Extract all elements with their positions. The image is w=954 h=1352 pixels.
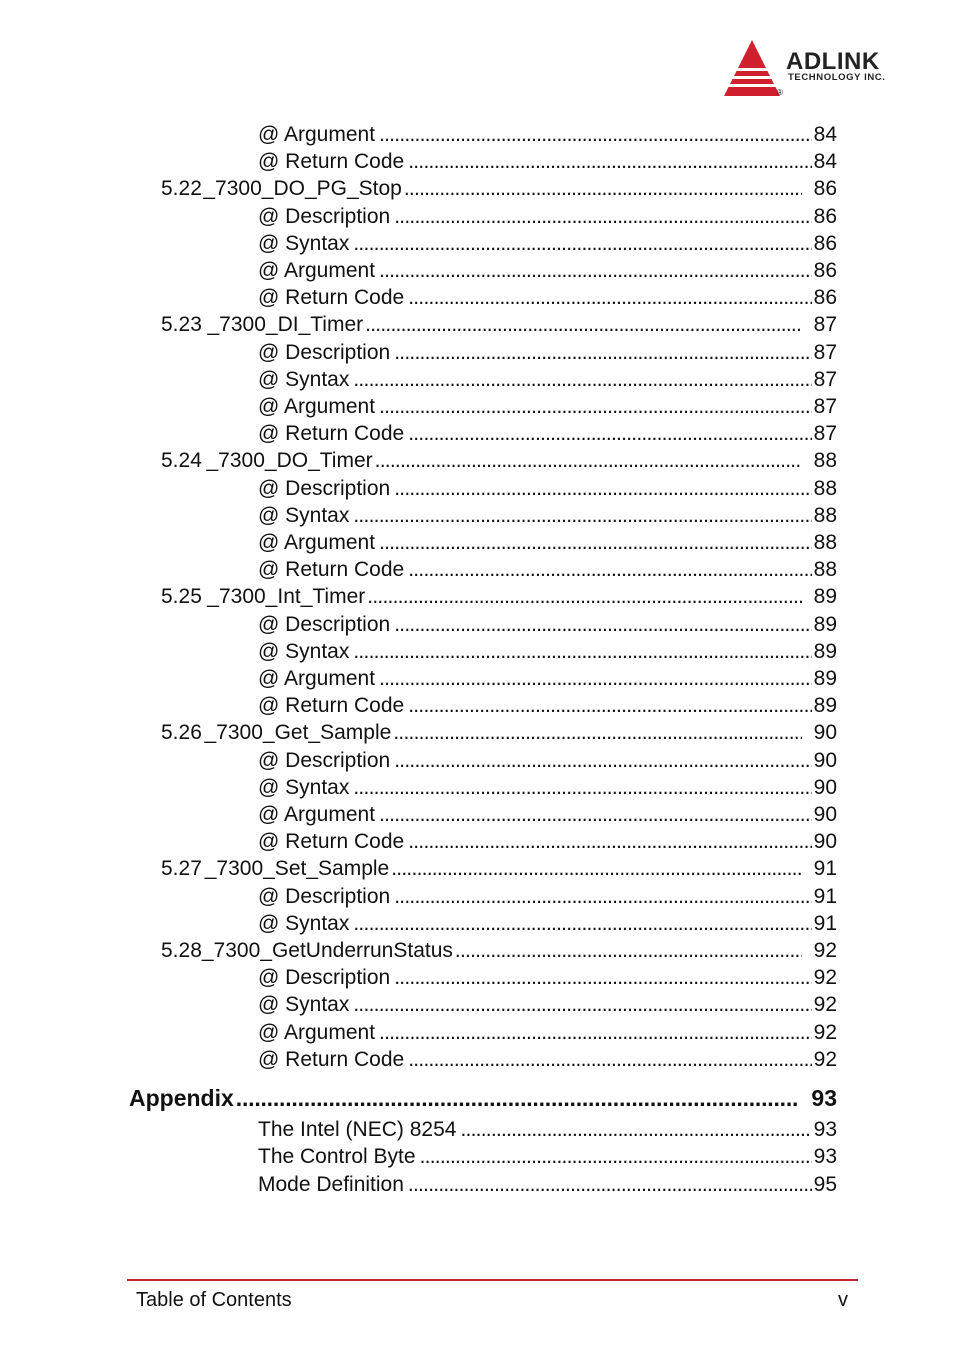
toc-entry-title: @ Description — [258, 476, 391, 500]
toc-page-number: 84 — [813, 150, 837, 174]
toc-subentry[interactable] — [258, 1171, 837, 1198]
toc-page-number: 88 — [813, 503, 837, 527]
dot-leader — [367, 583, 801, 610]
toc-subentry[interactable] — [258, 801, 837, 828]
footer-page-number: v — [838, 1289, 848, 1311]
toc-section-entry[interactable] — [161, 855, 837, 882]
toc-page-number: 93 — [813, 1118, 837, 1142]
toc-entry-title: @ Argument — [258, 259, 376, 282]
toc-subentry[interactable] — [258, 420, 837, 447]
dot-leader — [379, 665, 812, 692]
toc-page-number: 89 — [813, 612, 837, 636]
toc-page-number: 88 — [813, 476, 837, 500]
toc-subentry[interactable] — [258, 774, 837, 801]
toc-subentry[interactable] — [258, 692, 837, 719]
toc-entry-title: @ Syntax — [258, 503, 350, 527]
toc-section-entry[interactable] — [161, 937, 837, 964]
toc-subentry[interactable] — [258, 502, 837, 529]
toc-page-number: 86 — [813, 231, 837, 255]
toc-page-number: 87 — [813, 340, 837, 364]
toc-entry-title: _7300_DO_PG_Stop — [203, 177, 402, 201]
dot-leader — [408, 1046, 811, 1073]
dot-leader — [408, 284, 811, 311]
toc-page-number: 92 — [813, 939, 837, 962]
toc-entry-title: @ Argument — [258, 395, 376, 418]
dot-leader — [379, 529, 812, 556]
toc-subentry[interactable] — [258, 638, 837, 665]
toc-section-entry[interactable] — [161, 447, 837, 474]
adlink-logo — [722, 38, 912, 100]
dot-leader — [408, 692, 811, 719]
toc-subentry[interactable] — [258, 1019, 837, 1046]
dot-leader — [394, 339, 811, 366]
toc-subentry[interactable] — [258, 964, 837, 991]
toc-entry-title: @ Argument — [258, 123, 376, 146]
toc-subentry[interactable] — [258, 475, 837, 502]
toc-section-entry[interactable] — [161, 583, 837, 610]
toc-appendix-entry[interactable] — [129, 1085, 837, 1112]
toc-entry-title: @ Return Code — [258, 558, 405, 582]
toc-subentry[interactable] — [258, 203, 837, 230]
brand-tagline: TECHNOLOGY INC. — [788, 72, 886, 83]
toc-page-number: 90 — [813, 803, 837, 826]
toc-page-number: 84 — [813, 123, 837, 146]
toc-entry-title: @ Description — [258, 884, 391, 908]
dot-leader — [408, 1171, 812, 1198]
toc-entry-title: _7300_GetUnderrunStatus — [201, 939, 453, 962]
toc-entry-title: @ Syntax — [258, 639, 350, 663]
toc-entry-title: @ Syntax — [258, 993, 350, 1017]
dot-leader — [379, 121, 812, 148]
dot-leader — [420, 1143, 812, 1170]
dot-leader — [460, 1116, 811, 1143]
dot-leader — [379, 257, 812, 284]
dot-leader — [353, 230, 811, 257]
toc-entry-title: The Intel (NEC) 8254 — [258, 1118, 457, 1142]
toc-section-number: 5.23 — [161, 313, 202, 337]
toc-page-number: 86 — [813, 204, 837, 228]
toc-subentry[interactable] — [258, 121, 837, 148]
toc-page-number: 88 — [813, 449, 837, 473]
toc-subentry[interactable] — [258, 828, 837, 855]
dot-leader — [393, 719, 801, 746]
dot-leader — [408, 556, 811, 583]
dot-leader — [375, 447, 802, 474]
toc-entry-title: @ Syntax — [258, 911, 350, 935]
dot-leader — [379, 801, 812, 828]
toc-subentry[interactable] — [258, 910, 837, 937]
dot-leader — [379, 1019, 812, 1046]
toc-subentry[interactable] — [258, 148, 837, 175]
dot-leader — [408, 420, 811, 447]
toc-subentry[interactable] — [258, 339, 837, 366]
toc-section-number: 5.22 — [161, 177, 202, 201]
dot-leader — [391, 855, 801, 882]
toc-entry-title: @ Description — [258, 748, 391, 772]
toc-page-number: 95 — [813, 1172, 837, 1196]
dot-leader — [408, 148, 811, 175]
toc-subentry[interactable] — [258, 257, 837, 284]
adlink-triangle-icon — [722, 38, 782, 98]
toc-entry-title: @ Description — [258, 204, 391, 228]
dot-leader — [353, 910, 811, 937]
toc-subentry[interactable] — [258, 529, 837, 556]
toc-page-number: 88 — [813, 558, 837, 582]
toc-section-number: 5.24 — [161, 449, 202, 473]
toc-entry-title: @ Syntax — [258, 367, 350, 391]
toc-subentry[interactable] — [258, 665, 837, 692]
dot-leader — [394, 964, 811, 991]
toc-entry-title: @ Return Code — [258, 1047, 405, 1071]
toc-entry-title: _7300_DI_Timer — [207, 313, 364, 337]
toc-entry-title: @ Description — [258, 612, 391, 636]
toc-entry-title: @ Argument — [258, 531, 376, 554]
toc-entry-title: Mode Definition — [258, 1172, 404, 1196]
dot-leader — [353, 774, 811, 801]
toc-page-number: 87 — [813, 313, 837, 337]
toc-subentry[interactable] — [258, 366, 837, 393]
toc-page-number: 89 — [813, 639, 837, 663]
registered-mark: ® — [777, 88, 783, 97]
footer-section-title: Table of Contents — [136, 1289, 292, 1311]
toc-entry-title: _7300_DO_Timer — [206, 449, 373, 473]
toc-subentry[interactable] — [258, 883, 837, 910]
toc-page-number: 89 — [813, 667, 837, 690]
dot-leader — [394, 747, 811, 774]
toc-subentry[interactable] — [258, 230, 837, 257]
dot-leader — [394, 203, 811, 230]
toc-entry-title: _7300_Get_Sample — [204, 721, 392, 745]
toc-page-number: 92 — [813, 966, 837, 990]
toc-section-entry[interactable] — [161, 175, 837, 202]
toc-page-number: 93 — [811, 1085, 837, 1111]
toc-entry-title: @ Return Code — [258, 694, 405, 718]
toc-section-number: 5.27 — [161, 857, 202, 881]
dot-leader — [236, 1085, 800, 1112]
toc-subentry[interactable] — [258, 991, 837, 1018]
toc-section-entry[interactable] — [161, 719, 837, 746]
toc-page-number: 87 — [813, 422, 837, 446]
dot-leader — [394, 475, 811, 502]
brand-name: ADLINK — [786, 48, 880, 75]
toc-subentry[interactable] — [258, 284, 837, 311]
footer-rule — [127, 1279, 858, 1281]
toc-entry-title: @ Return Code — [258, 422, 405, 446]
toc-entry-title: @ Description — [258, 340, 391, 364]
toc-page-number: 86 — [813, 286, 837, 310]
toc-subentry[interactable] — [258, 1143, 837, 1170]
toc-page-number: 92 — [813, 993, 837, 1017]
toc-entry-title: @ Argument — [258, 667, 376, 690]
dot-leader — [353, 638, 811, 665]
toc-page-number: 88 — [813, 531, 837, 554]
toc-entry-title: _7300_Int_Timer — [207, 585, 366, 609]
toc-page-number: 91 — [813, 884, 837, 908]
toc-subentry[interactable] — [258, 1116, 837, 1143]
toc-entry-title: @ Description — [258, 966, 391, 990]
toc-entry-title: The Control Byte — [258, 1145, 416, 1169]
toc-page-number: 90 — [813, 721, 837, 745]
toc-entry-title: _7300_Set_Sample — [204, 857, 390, 881]
dot-leader — [455, 937, 802, 964]
dot-leader — [379, 393, 812, 420]
dot-leader — [353, 502, 811, 529]
toc-page-number: 89 — [813, 585, 837, 609]
dot-leader — [353, 991, 811, 1018]
toc-subentry[interactable] — [258, 611, 837, 638]
toc-page-number: 92 — [813, 1047, 837, 1071]
toc-entry-title: @ Return Code — [258, 286, 405, 310]
dot-leader — [408, 828, 811, 855]
toc-section-number: 5.28 — [161, 939, 202, 962]
toc-page-number: 93 — [813, 1145, 837, 1169]
dot-leader — [353, 366, 811, 393]
toc-section-number: 5.25 — [161, 585, 202, 609]
dot-leader — [365, 311, 802, 338]
toc-section-entry[interactable] — [161, 311, 837, 338]
toc-entry-title: @ Argument — [258, 803, 376, 826]
toc-subentry[interactable] — [258, 747, 837, 774]
toc-page-number: 92 — [813, 1020, 837, 1044]
toc-page-number: 91 — [813, 857, 837, 881]
toc-entry-title: @ Return Code — [258, 830, 405, 854]
toc-page-number: 86 — [813, 177, 837, 201]
toc-subentry[interactable] — [258, 1046, 837, 1073]
toc-page-number: 91 — [813, 911, 837, 935]
toc-page-number: 90 — [813, 830, 837, 854]
dot-leader — [394, 611, 811, 638]
toc-subentry[interactable] — [258, 393, 837, 420]
toc-entry-title: @ Syntax — [258, 775, 350, 799]
toc-page-number: 89 — [813, 694, 837, 718]
toc-entry-title: @ Argument — [258, 1020, 376, 1044]
dot-leader — [404, 175, 802, 202]
toc-page-number: 90 — [813, 775, 837, 799]
dot-leader — [394, 883, 811, 910]
toc-subentry[interactable] — [258, 556, 837, 583]
toc-entry-title: Appendix — [129, 1085, 234, 1111]
toc-entry-title: @ Return Code — [258, 150, 405, 174]
toc-entry-title: @ Syntax — [258, 231, 350, 255]
toc-page-number: 86 — [813, 259, 837, 282]
toc-page-number: 90 — [813, 748, 837, 772]
toc-page-number: 87 — [813, 367, 837, 391]
toc-page-number: 87 — [813, 395, 837, 418]
toc-section-number: 5.26 — [161, 721, 202, 745]
